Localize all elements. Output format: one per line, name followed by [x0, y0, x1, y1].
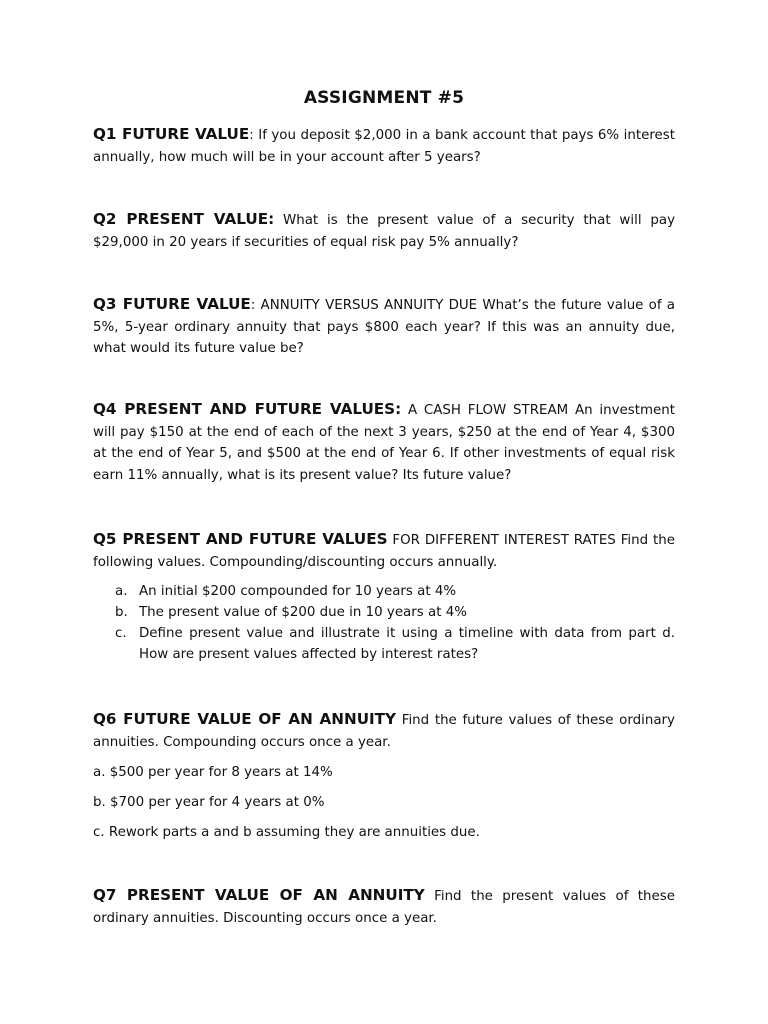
list-item — [93, 623, 675, 665]
question-7-heading: Q7 PRESENT VALUE OF AN ANNUITY — [93, 886, 425, 904]
question-1 — [93, 124, 675, 168]
question-3 — [93, 294, 675, 360]
question-5 — [93, 529, 675, 573]
question-1-text: : If you deposit $2,000 in a bank account that pays 6% interest annually, how much will be in your account after 5 years? — [93, 128, 675, 165]
question-1-heading: Q1 FUTURE VALUE — [93, 125, 250, 143]
question-4-heading: Q4 PRESENT AND FUTURE VALUES: — [93, 400, 402, 418]
question-5-heading: Q5 PRESENT AND FUTURE VALUES — [93, 530, 388, 548]
question-2-text: What is the present value of a security that will pay $29,000 in 20 years if securities of equal risk pay 5% annually? — [93, 213, 675, 250]
question-7-text: Find the present values of these ordinary annuities. Discounting occurs once a year. — [93, 889, 676, 926]
list-item — [93, 602, 675, 623]
question-6-part-a: a. $500 per year for 8 years at 14% — [93, 765, 333, 780]
question-6-heading: Q6 FUTURE VALUE OF AN ANNUITY — [93, 710, 397, 728]
question-5-list — [93, 581, 675, 665]
question-3-text: : ANNUITY VERSUS ANNUITY DUE What’s the future value of a 5%, 5-year ordinary annuity that pays $800 each year? If this was an annuity due, what would its future value be? — [93, 298, 675, 356]
list-marker: c. — [115, 626, 127, 641]
question-3-heading: Q3 FUTURE VALUE — [93, 295, 251, 313]
list-item-text: The present value of $200 due in 10 years at 4% — [139, 605, 467, 620]
list-marker: b. — [115, 605, 128, 620]
question-4-text: A CASH FLOW STREAM An investment will pay $150 at the end of each of the next 3 years, $250 at the end of Year 4, $300 at the end of Year 5, and $500 at the end of Year 6. If other investments of equal risk earn 11% annually, what is its present value? Its future value? — [93, 403, 675, 483]
list-item-text: An initial $200 compounded for 10 years at 4% — [139, 584, 457, 599]
question-6-part-c: c. Rework parts a and b assuming they are annuities due. — [93, 825, 480, 840]
question-5-text: FOR DIFFERENT INTEREST RATES Find the following values. Compounding/discounting occurs annually. — [93, 533, 675, 570]
question-2-heading: Q2 PRESENT VALUE: — [93, 210, 275, 228]
question-6 — [93, 709, 675, 753]
document-title: ASSIGNMENT #5 — [303, 88, 465, 108]
question-7 — [93, 885, 675, 929]
list-item — [93, 581, 675, 602]
question-6-part-b: b. $700 per year for 4 years at 0% — [93, 795, 325, 810]
question-4 — [93, 399, 675, 486]
question-6-text: Find the future values of these ordinary annuities. Compounding occurs once a year. — [93, 713, 675, 750]
list-item-text: Define present value and illustrate it using a timeline with data from part d. How are present values affected by interest rates? — [139, 626, 675, 662]
list-marker: a. — [115, 584, 128, 599]
question-2 — [93, 209, 675, 253]
